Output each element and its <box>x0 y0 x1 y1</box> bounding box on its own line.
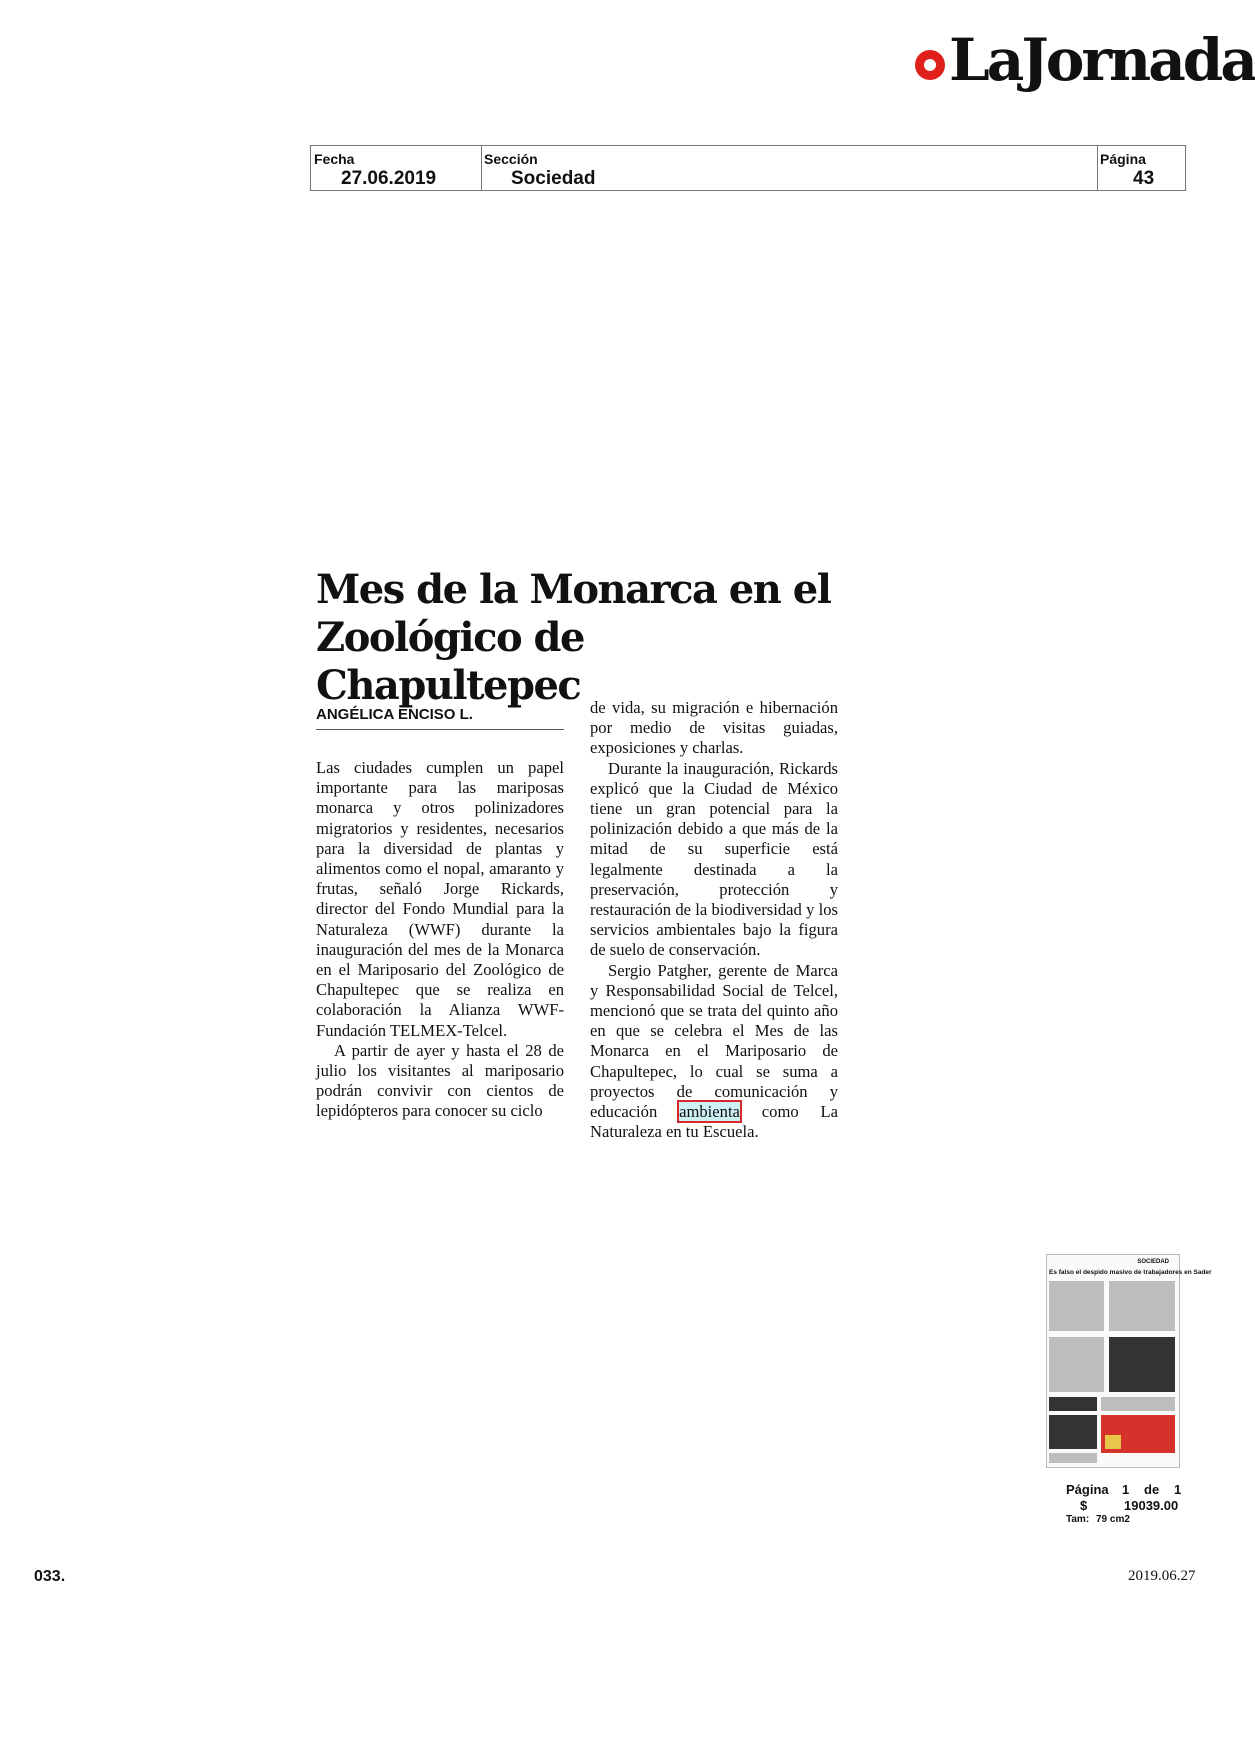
article-byline: ANGÉLICA ENCISO L. <box>316 706 564 730</box>
footer-number: 033. <box>34 1568 66 1585</box>
logo-emblem-icon <box>915 50 945 80</box>
pagina-label: Página <box>1100 151 1146 167</box>
thumbnail-article-block <box>1049 1397 1097 1411</box>
thumbnail-ad-accent <box>1105 1435 1121 1449</box>
pagina-cell <box>1097 146 1185 190</box>
fecha-label: Fecha <box>314 151 355 167</box>
tam-value: 79 cm2 <box>1096 1514 1130 1525</box>
thumbnail-text-block <box>1101 1397 1175 1411</box>
thumbnail-article-block <box>1049 1415 1097 1449</box>
seccion-label: Sección <box>484 151 538 167</box>
logo-text: LaJornada <box>949 26 1255 94</box>
pagina-value: 43 <box>1133 168 1155 189</box>
article-paragraph: de vida, su migración e hibernación por medio de visitas guiadas, exposiciones y charlas. <box>590 698 838 758</box>
thumbnail-text-block <box>1049 1337 1104 1392</box>
page-label: Página <box>1066 1482 1109 1497</box>
article-paragraph: Durante la inauguración, Rickards explicó que la Ciudad de México tiene un gran potencial para la polinización debido a que más de la mitad de su superficie está legalmente destinada a la preservación, protección y restauración de la biodiversidad y los servicios ambientales bajo la figura de suelo de conservación. <box>590 758 838 960</box>
paragraph-text: Sergio Patgher, gerente de Marca y Responsabilidad Social de Telcel, mencionó que se trata del quinto año en que se celebra el Mes de las Monarca en el Mariposario de Chapultepec, lo cual se suma a proyectos de comunicación y educación <box>590 960 838 1122</box>
footer-date: 2019.06.27 <box>1128 1568 1196 1584</box>
article-paragraph <box>590 961 838 1143</box>
de-label: de <box>1144 1482 1160 1497</box>
tam-label: Tam: <box>1066 1514 1090 1525</box>
thumbnail-text-block <box>1109 1281 1175 1331</box>
thumbnail-section: SOCIEDAD <box>1137 1259 1169 1265</box>
page-thumbnail <box>1046 1254 1212 1468</box>
thumbnail-text-block <box>1049 1453 1097 1463</box>
page-total: 1 <box>1174 1482 1182 1497</box>
fecha-cell <box>311 146 482 190</box>
amount-value: 19039.00 <box>1124 1498 1179 1513</box>
fecha-value: 27.06.2019 <box>341 168 437 189</box>
la-jornada-logo <box>915 20 1255 100</box>
thumbnail-photo <box>1109 1337 1175 1392</box>
article-column-1 <box>316 758 564 1122</box>
thumbnail-text-block <box>1049 1281 1104 1331</box>
article-column-2 <box>590 698 838 1142</box>
currency-symbol: $ <box>1080 1498 1088 1513</box>
highlighted-keyword: ambienta <box>679 1102 740 1122</box>
article-paragraph: Las ciudades cumplen un papel importante para las mariposas monarca y otros polinizadores migratorios y residentes, necesarios para la diversidad de plantas y alimentos como el nopal, amaranto y frutas, señaló Jorge Rickards, director del Fondo Mundial para la Naturaleza (WWF) durante la inauguración del mes de la Monarca en el Mariposario del Zoológico de Chapultepec que se realiza en colaboración la Alianza WWF-Fundación TELMEX-Telcel. <box>316 758 564 1040</box>
thumbnail-headline: Es falso el despido masivo de trabajadores en Sader <box>1049 1269 1212 1276</box>
article-paragraph: A partir de ayer y hasta el 28 de julio los visitantes al mariposario podrán convivir con cientos de lepidópteros para conocer su ciclo <box>316 1040 564 1121</box>
metadata-header <box>310 145 1186 191</box>
seccion-cell <box>481 146 1098 190</box>
paragraph-text: como La Naturaleza en tu Escuela. <box>590 1102 838 1142</box>
seccion-value: Sociedad <box>511 168 596 189</box>
article-headline: Mes de la Monarca en el Zoológico de Chapultepec <box>316 566 831 709</box>
page-current: 1 <box>1122 1482 1130 1497</box>
